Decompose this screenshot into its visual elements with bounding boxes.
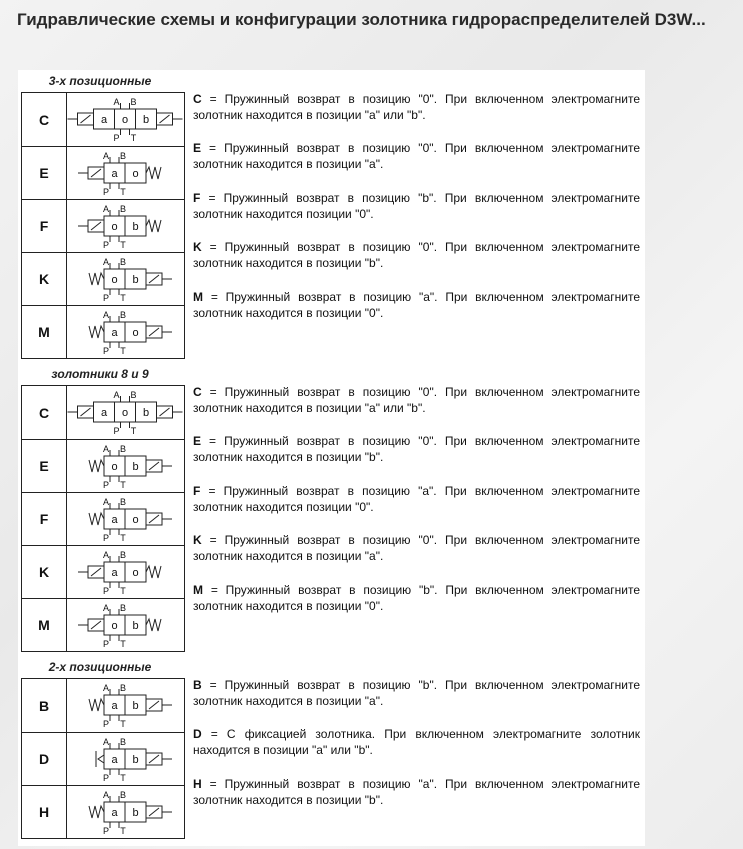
valve-symbol — [78, 157, 161, 189]
position-letter: a — [111, 514, 118, 526]
description-block — [193, 677, 640, 825]
port-a-label: A — [102, 550, 110, 560]
description-code: F — [193, 483, 201, 498]
valve-symbol — [89, 316, 172, 348]
port-t-label: T — [120, 480, 126, 490]
description-code: K — [193, 240, 202, 255]
table-row — [22, 199, 184, 252]
symbol-cell — [67, 786, 184, 838]
symbol-cell — [67, 253, 184, 305]
description-text: = Пружинный возврат в позицию "b". При включенном электромагните золотник находится в позиции "a". — [193, 678, 640, 708]
spring-icon — [146, 566, 161, 578]
position-letter: b — [142, 407, 150, 419]
description-item — [193, 483, 640, 532]
spring-icon — [89, 326, 104, 338]
spool-code: F — [22, 493, 67, 545]
spring-icon — [146, 167, 161, 179]
position-letter: o — [132, 168, 139, 180]
port-b-label: B — [119, 151, 127, 161]
symbol-cell — [67, 440, 184, 492]
position-letter: b — [132, 461, 139, 473]
table-row — [22, 679, 184, 732]
position-letter: a — [111, 567, 118, 579]
port-p-label: P — [102, 639, 110, 649]
description-item — [193, 677, 640, 726]
port-b-label: B — [119, 550, 127, 560]
port-t-label: T — [120, 346, 126, 356]
port-b-label: B — [119, 737, 127, 747]
description-item — [193, 726, 640, 775]
valve-symbol — [89, 503, 172, 535]
position-letter: a — [100, 114, 108, 126]
spool-code: K — [22, 546, 67, 598]
port-p-label: P — [102, 533, 110, 543]
valve-diagram — [67, 200, 184, 253]
symbol-cell — [67, 493, 184, 545]
valve-symbol — [78, 210, 161, 242]
description-text: = Пружинный возврат в позицию "0". При включенном электромагните золотник находится в позиции "a". — [193, 141, 640, 172]
valve-diagram — [67, 386, 184, 439]
description-text: = Пружинный возврат в позицию "0". При включенном электромагните золотник находится в позиции "a" или "b". — [193, 385, 640, 415]
spool-code: C — [22, 93, 67, 146]
port-a-label: A — [102, 737, 110, 747]
symbol-cell — [67, 200, 184, 252]
position-letter: a — [111, 700, 118, 712]
description-text: = Пружинный возврат в позицию "0". При включенном электромагните золотник находится в позиции "b". — [193, 240, 640, 271]
port-a-label: A — [102, 603, 110, 613]
symbol-cell — [67, 599, 184, 651]
port-t-label: T — [120, 719, 126, 729]
port-a-label: A — [102, 683, 110, 693]
port-a-label: A — [102, 790, 110, 800]
port-t-label: T — [120, 533, 126, 543]
port-p-label: P — [113, 426, 120, 436]
description-item — [193, 384, 640, 433]
description-item — [193, 289, 640, 338]
spool-code: E — [22, 440, 67, 492]
valve-symbol — [78, 609, 161, 641]
symbol-cell — [67, 93, 184, 146]
description-text: = Пружинный возврат в позицию "b". При включенном электромагните золотник находится в позиции "0". — [193, 582, 640, 613]
port-b-label: B — [119, 257, 127, 267]
page-title: Гидравлические схемы и конфигурации золотника гидрораспределителей D3W... — [17, 10, 706, 29]
position-letter: o — [132, 514, 139, 526]
port-p-label: P — [102, 240, 110, 250]
description-code: C — [193, 385, 202, 399]
table-row — [22, 146, 184, 199]
port-b-label: B — [119, 603, 127, 613]
description-code: C — [193, 92, 202, 106]
position-letter: o — [132, 327, 139, 339]
symbol-cell — [67, 679, 184, 732]
valve-symbol — [78, 556, 161, 588]
description-code: E — [193, 434, 202, 449]
description-text: = Пружинный возврат в позицию "0". При включенном электромагните золотник находится в позиции "a". — [193, 533, 640, 564]
table-row — [22, 93, 184, 146]
section-label: 2-х позиционные — [48, 660, 152, 674]
position-letter: b — [132, 700, 139, 712]
port-a-label: A — [102, 497, 110, 507]
port-b-label: B — [130, 390, 137, 400]
valve-diagram — [67, 440, 184, 493]
configuration-table — [21, 92, 185, 359]
table-row — [22, 439, 184, 492]
description-code: B — [193, 678, 202, 692]
port-b-label: B — [130, 97, 137, 107]
table-row — [22, 386, 184, 439]
position-letter: b — [142, 114, 150, 126]
position-letter: a — [111, 807, 118, 819]
spring-icon — [89, 806, 104, 818]
symbol-cell — [67, 733, 184, 785]
description-item — [193, 776, 640, 825]
port-b-label: B — [119, 790, 127, 800]
spring-icon — [89, 513, 104, 525]
position-letter: a — [100, 407, 108, 419]
position-letter: b — [132, 620, 139, 632]
description-code: F — [193, 190, 201, 205]
description-code: M — [193, 289, 203, 304]
port-p-label: P — [102, 187, 110, 197]
position-letter: o — [111, 274, 118, 286]
spool-code: D — [22, 733, 67, 785]
port-b-label: B — [119, 204, 127, 214]
spring-icon — [146, 220, 161, 232]
position-letter: b — [132, 274, 139, 286]
description-code: D — [193, 727, 202, 742]
description-text: = Пружинный возврат в позицию "0". При включенном электромагните золотник находится в позиции "b". — [193, 434, 640, 465]
port-b-label: B — [119, 444, 127, 454]
port-p-label: P — [102, 480, 110, 490]
port-p-label: P — [113, 133, 120, 143]
valve-diagram — [67, 786, 184, 839]
description-code: H — [193, 776, 202, 791]
spring-icon — [89, 273, 104, 285]
description-text: = Пружинный возврат в позицию "a". При включенном электромагните золотник находится позиции "0". — [193, 483, 640, 514]
port-a-label: A — [102, 204, 110, 214]
valve-symbol — [89, 450, 172, 482]
valve-diagram — [67, 679, 184, 732]
port-t-label: T — [130, 426, 137, 436]
position-letter: o — [132, 567, 139, 579]
configuration-table — [21, 678, 185, 839]
port-a-label: A — [102, 257, 110, 267]
valve-diagram — [67, 546, 184, 599]
description-block — [193, 91, 640, 338]
port-t-label: T — [120, 240, 126, 250]
table-row — [22, 732, 184, 785]
spool-code: M — [22, 599, 67, 651]
spool-code: C — [22, 386, 67, 439]
port-t-label: T — [120, 826, 126, 836]
spring-icon — [89, 460, 104, 472]
position-letter: b — [132, 754, 139, 766]
port-t-label: T — [120, 293, 126, 303]
position-letter: o — [111, 461, 118, 473]
spool-code: M — [22, 306, 67, 358]
position-letter: b — [132, 221, 139, 233]
port-t-label: T — [120, 586, 126, 596]
description-text: = Пружинный возврат в позицию "a". При включенном электромагните золотник находится в позиции "b". — [193, 776, 640, 807]
symbol-cell — [67, 147, 184, 199]
description-code: E — [193, 141, 202, 156]
description-item — [193, 140, 640, 189]
valve-symbol — [89, 796, 172, 828]
description-block — [193, 384, 640, 631]
port-p-label: P — [102, 719, 110, 729]
table-row — [22, 545, 184, 598]
table-row — [22, 305, 184, 358]
description-text: = С фиксацией золотника. При включенном электромагните золотник находится в позиции "a" или "b". — [193, 727, 640, 758]
position-letter: a — [111, 168, 118, 180]
port-b-label: B — [119, 310, 127, 320]
description-item — [193, 433, 640, 482]
port-p-label: P — [102, 826, 110, 836]
spool-code: B — [22, 679, 67, 732]
section-label: золотники 8 и 9 — [51, 367, 149, 381]
port-a-label: A — [113, 97, 120, 107]
description-item — [193, 582, 640, 631]
valve-diagram — [67, 93, 184, 146]
description-item — [193, 190, 640, 239]
port-b-label: B — [119, 497, 127, 507]
description-code: M — [193, 582, 203, 597]
table-row — [22, 785, 184, 838]
valve-symbol — [89, 263, 172, 295]
valve-diagram — [67, 733, 184, 786]
symbol-cell — [67, 386, 184, 439]
spool-code: E — [22, 147, 67, 199]
position-letter: o — [121, 407, 129, 419]
description-item — [193, 239, 640, 288]
position-letter: o — [121, 114, 129, 126]
valve-diagram — [67, 599, 184, 652]
table-row — [22, 492, 184, 545]
valve-diagram — [67, 306, 184, 359]
table-row — [22, 252, 184, 305]
valve-diagram — [67, 493, 184, 546]
valve-symbol — [89, 689, 172, 721]
description-text: = Пружинный возврат в позицию "a". При включенном электромагните золотник находится в позиции "0". — [193, 289, 640, 320]
spring-icon — [146, 619, 161, 631]
port-b-label: B — [119, 683, 127, 693]
spool-code: H — [22, 786, 67, 838]
configuration-table — [21, 385, 185, 652]
port-a-label: A — [102, 151, 110, 161]
valve-diagram — [67, 147, 184, 200]
section-label: 3-х позиционные — [48, 74, 152, 88]
spool-code: K — [22, 253, 67, 305]
spool-code: F — [22, 200, 67, 252]
port-t-label: T — [120, 773, 126, 783]
description-item — [193, 91, 640, 140]
port-t-label: T — [120, 187, 126, 197]
port-p-label: P — [102, 586, 110, 596]
port-a-label: A — [102, 310, 110, 320]
description-item — [193, 532, 640, 581]
port-t-label: T — [120, 639, 126, 649]
port-t-label: T — [130, 133, 137, 143]
port-p-label: P — [102, 346, 110, 356]
position-letter: b — [132, 807, 139, 819]
symbol-cell — [67, 546, 184, 598]
port-a-label: A — [102, 444, 110, 454]
port-p-label: P — [102, 293, 110, 303]
symbol-cell — [67, 306, 184, 358]
port-p-label: P — [102, 773, 110, 783]
position-letter: a — [111, 754, 118, 766]
spring-icon — [89, 699, 104, 711]
description-text: = Пружинный возврат в позицию "b". При включенном электромагните золотник находится позиции "0". — [193, 190, 640, 221]
position-letter: o — [111, 620, 118, 632]
position-letter: a — [111, 327, 118, 339]
description-text: = Пружинный возврат в позицию "0". При включенном электромагните золотник находится в позиции "a" или "b". — [193, 92, 640, 122]
position-letter: o — [111, 221, 118, 233]
description-code: K — [193, 533, 202, 548]
detent-icon — [96, 751, 104, 767]
valve-diagram — [67, 253, 184, 306]
table-row — [22, 598, 184, 651]
port-a-label: A — [113, 390, 120, 400]
